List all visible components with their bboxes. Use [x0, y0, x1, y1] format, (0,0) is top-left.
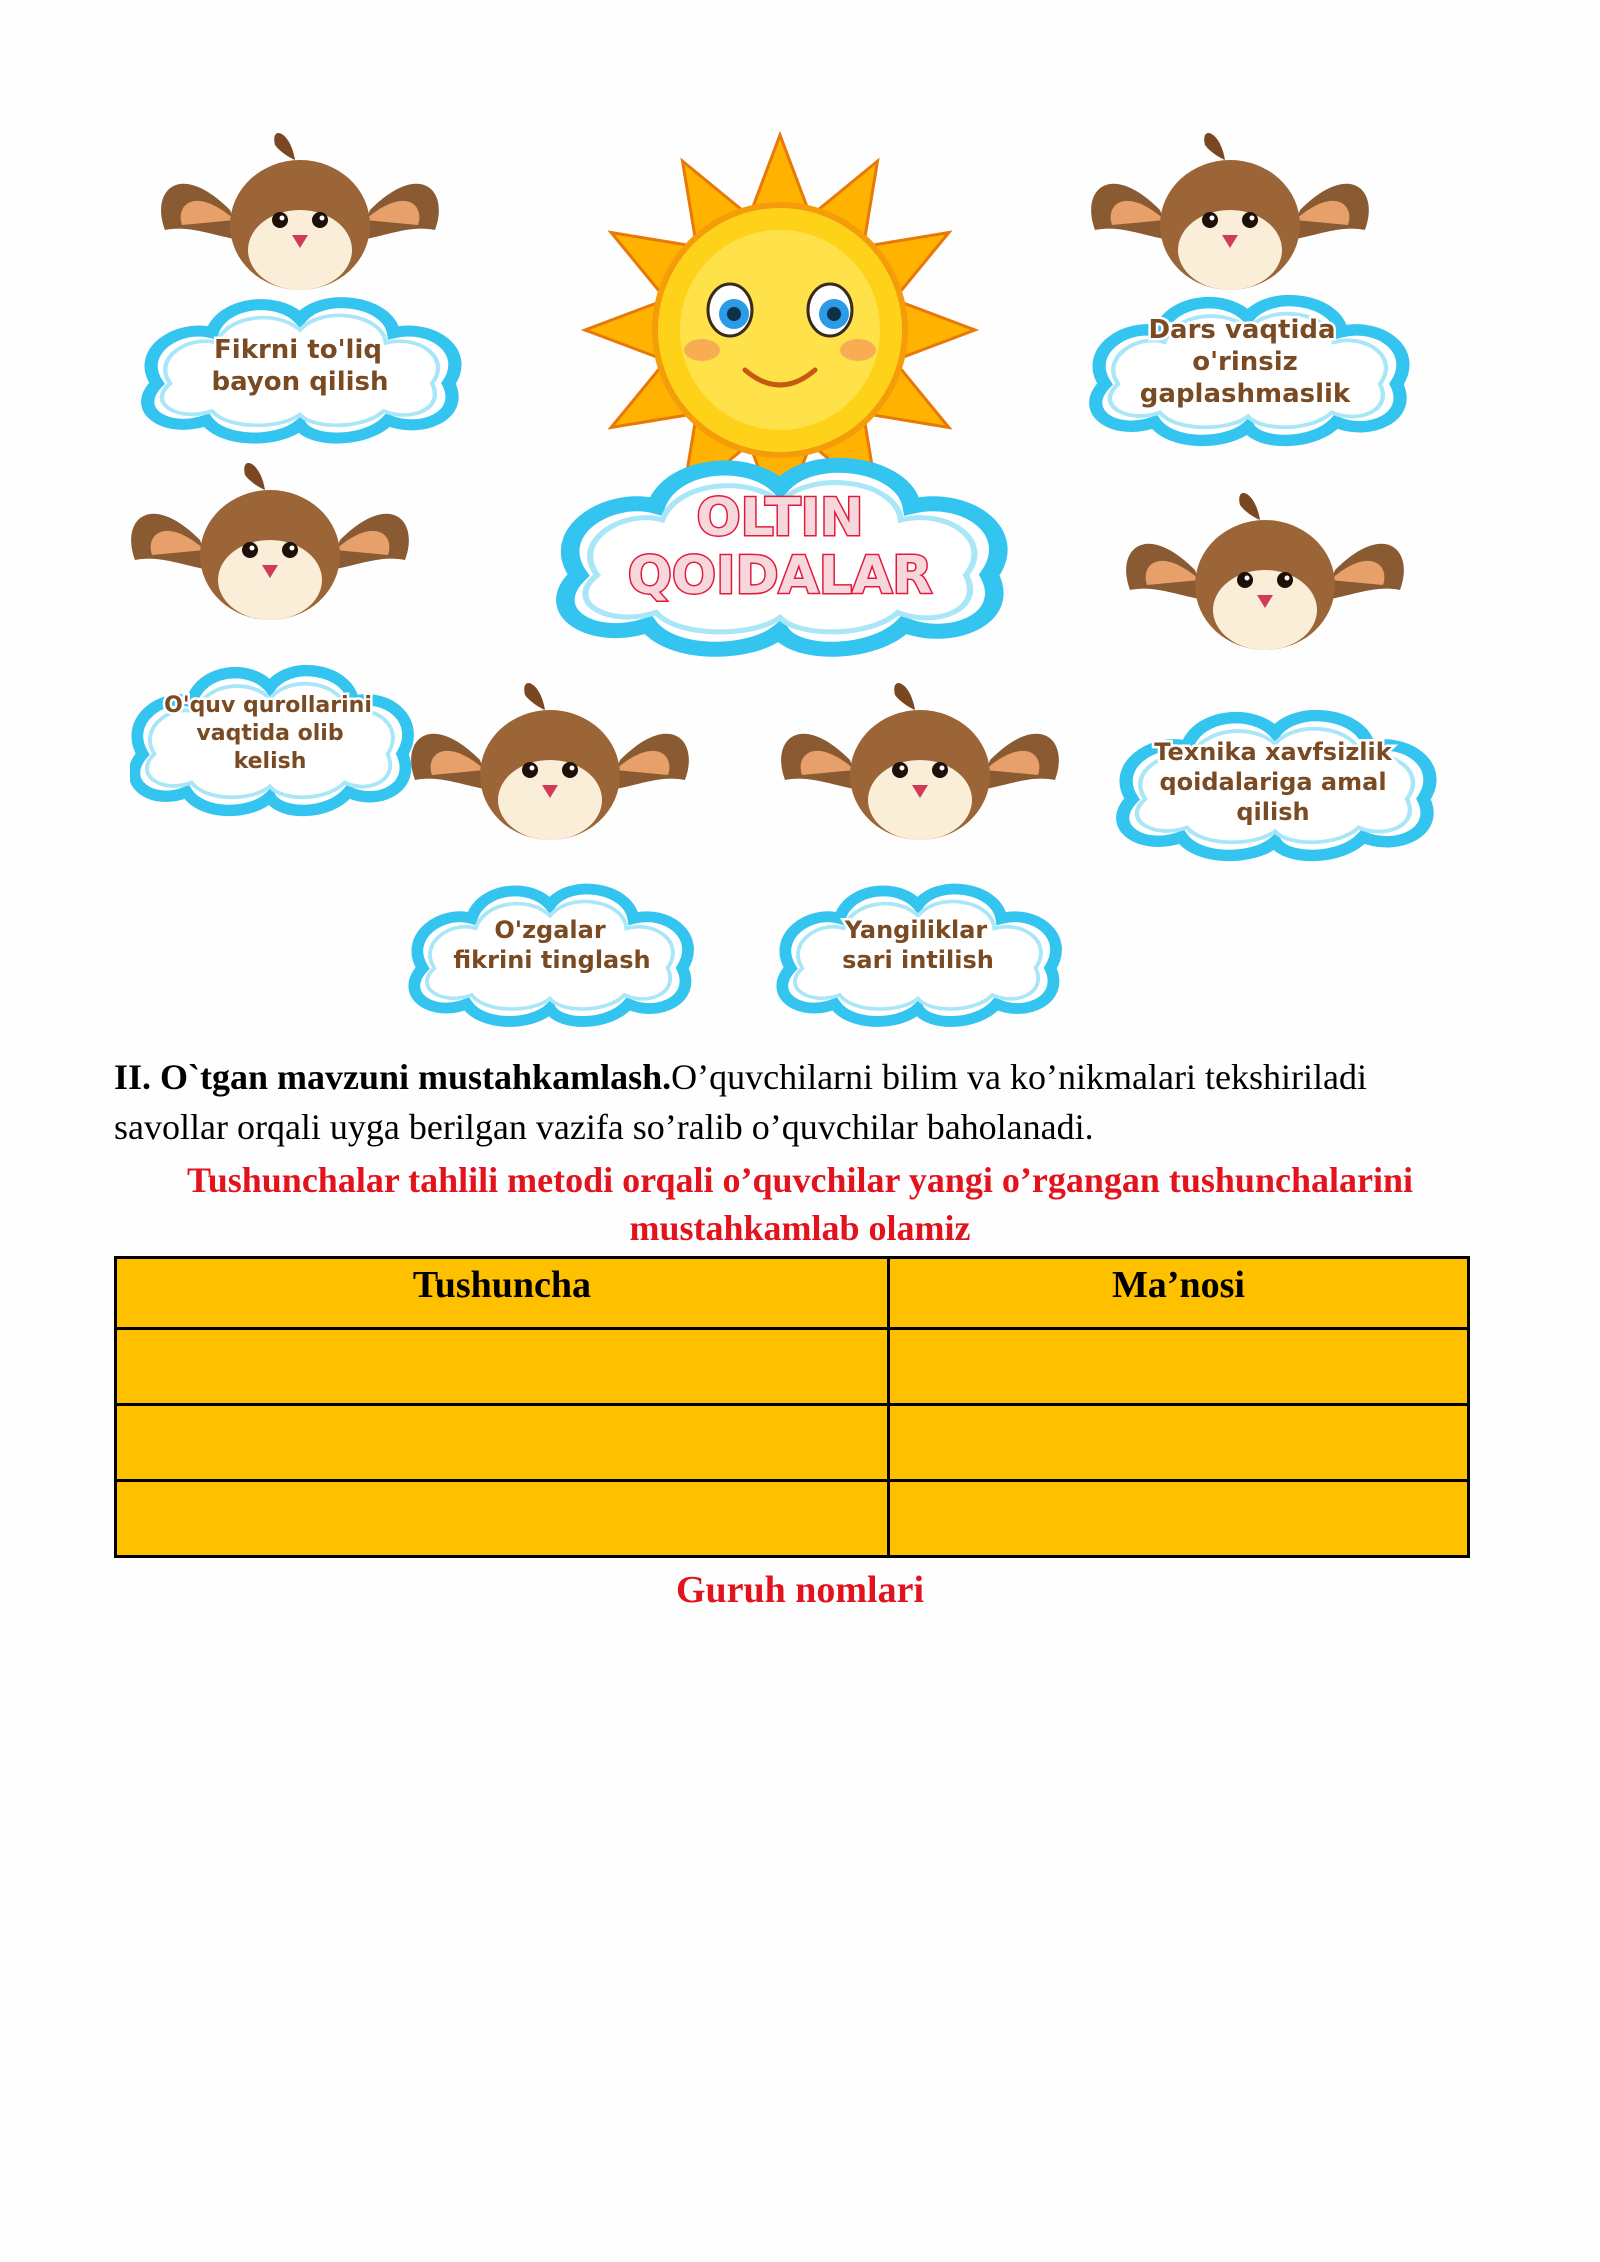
golden-rules-illustration — [130, 110, 1440, 1040]
rule-2-line1: Dars vaqtida — [1148, 315, 1336, 345]
table-cell[interactable] — [888, 1481, 1468, 1557]
bird-icon — [131, 463, 409, 620]
rule-2-line3: gaplashmaslik — [1139, 379, 1351, 409]
section-description: O’quvchilarni bilim va ko’nikmalari tekshiriladi savollar orqali uyga berilgan vazifa so’ralib o’quvchilar baholanadi. — [114, 1057, 1367, 1147]
table-row — [116, 1329, 1469, 1405]
rule-4-line3: qilish — [1236, 798, 1310, 826]
bird-icon — [411, 683, 689, 840]
sun — [585, 135, 975, 525]
poster-title-line1: OLTIN — [696, 488, 864, 548]
rule-6-line1: Yangiliklar — [844, 916, 988, 944]
bird-icon — [1091, 133, 1369, 290]
bird-icon — [161, 133, 439, 290]
rule-4-line1: Texnika xavfsizlik — [1154, 738, 1392, 766]
rule-6-line2: sari intilish — [842, 946, 994, 974]
rule-1-line2: bayon qilish — [211, 367, 389, 397]
table-cell[interactable] — [888, 1329, 1468, 1405]
rule-4-line2: qoidalariga amal — [1159, 768, 1387, 796]
section-heading: II. O`tgan mavzuni mustahkamlash. — [114, 1057, 672, 1097]
table-row — [116, 1481, 1469, 1557]
poster-title-line2: QOIDALAR — [627, 546, 933, 606]
section-paragraph — [114, 1052, 1486, 1152]
method-title: Tushunchalar tahlili metodi orqali o’quvchilar yangi o’rgangan tushunchalarini mustahkamlab olamiz — [187, 1160, 1413, 1248]
concepts-table — [114, 1256, 1470, 1558]
table-cell[interactable] — [116, 1329, 889, 1405]
bird-icon — [781, 683, 1059, 840]
column-header-concept: Tushuncha — [116, 1258, 889, 1329]
rule-2-line2: o'rinsiz — [1192, 347, 1298, 377]
table-cell[interactable] — [116, 1481, 889, 1557]
lesson-content — [114, 1052, 1486, 1616]
table-cell[interactable] — [888, 1405, 1468, 1481]
rule-1-line1: Fikrni to'liq — [214, 335, 382, 365]
table-row — [116, 1405, 1469, 1481]
rule-3-line3: kelish — [233, 749, 307, 774]
rule-3-line2: vaqtida olib — [196, 721, 344, 746]
group-names-heading: Guruh nomlari — [675, 1569, 925, 1611]
bird-icon — [1126, 493, 1404, 650]
rule-5-line2: fikrini tinglash — [453, 946, 651, 974]
rule-3-line1: O'quv qurollarini — [164, 693, 372, 718]
table-header-row — [116, 1258, 1469, 1329]
table-cell[interactable] — [116, 1405, 889, 1481]
column-header-meaning: Ma’nosi — [888, 1258, 1468, 1329]
rule-5-line1: O'zgalar — [494, 916, 606, 944]
